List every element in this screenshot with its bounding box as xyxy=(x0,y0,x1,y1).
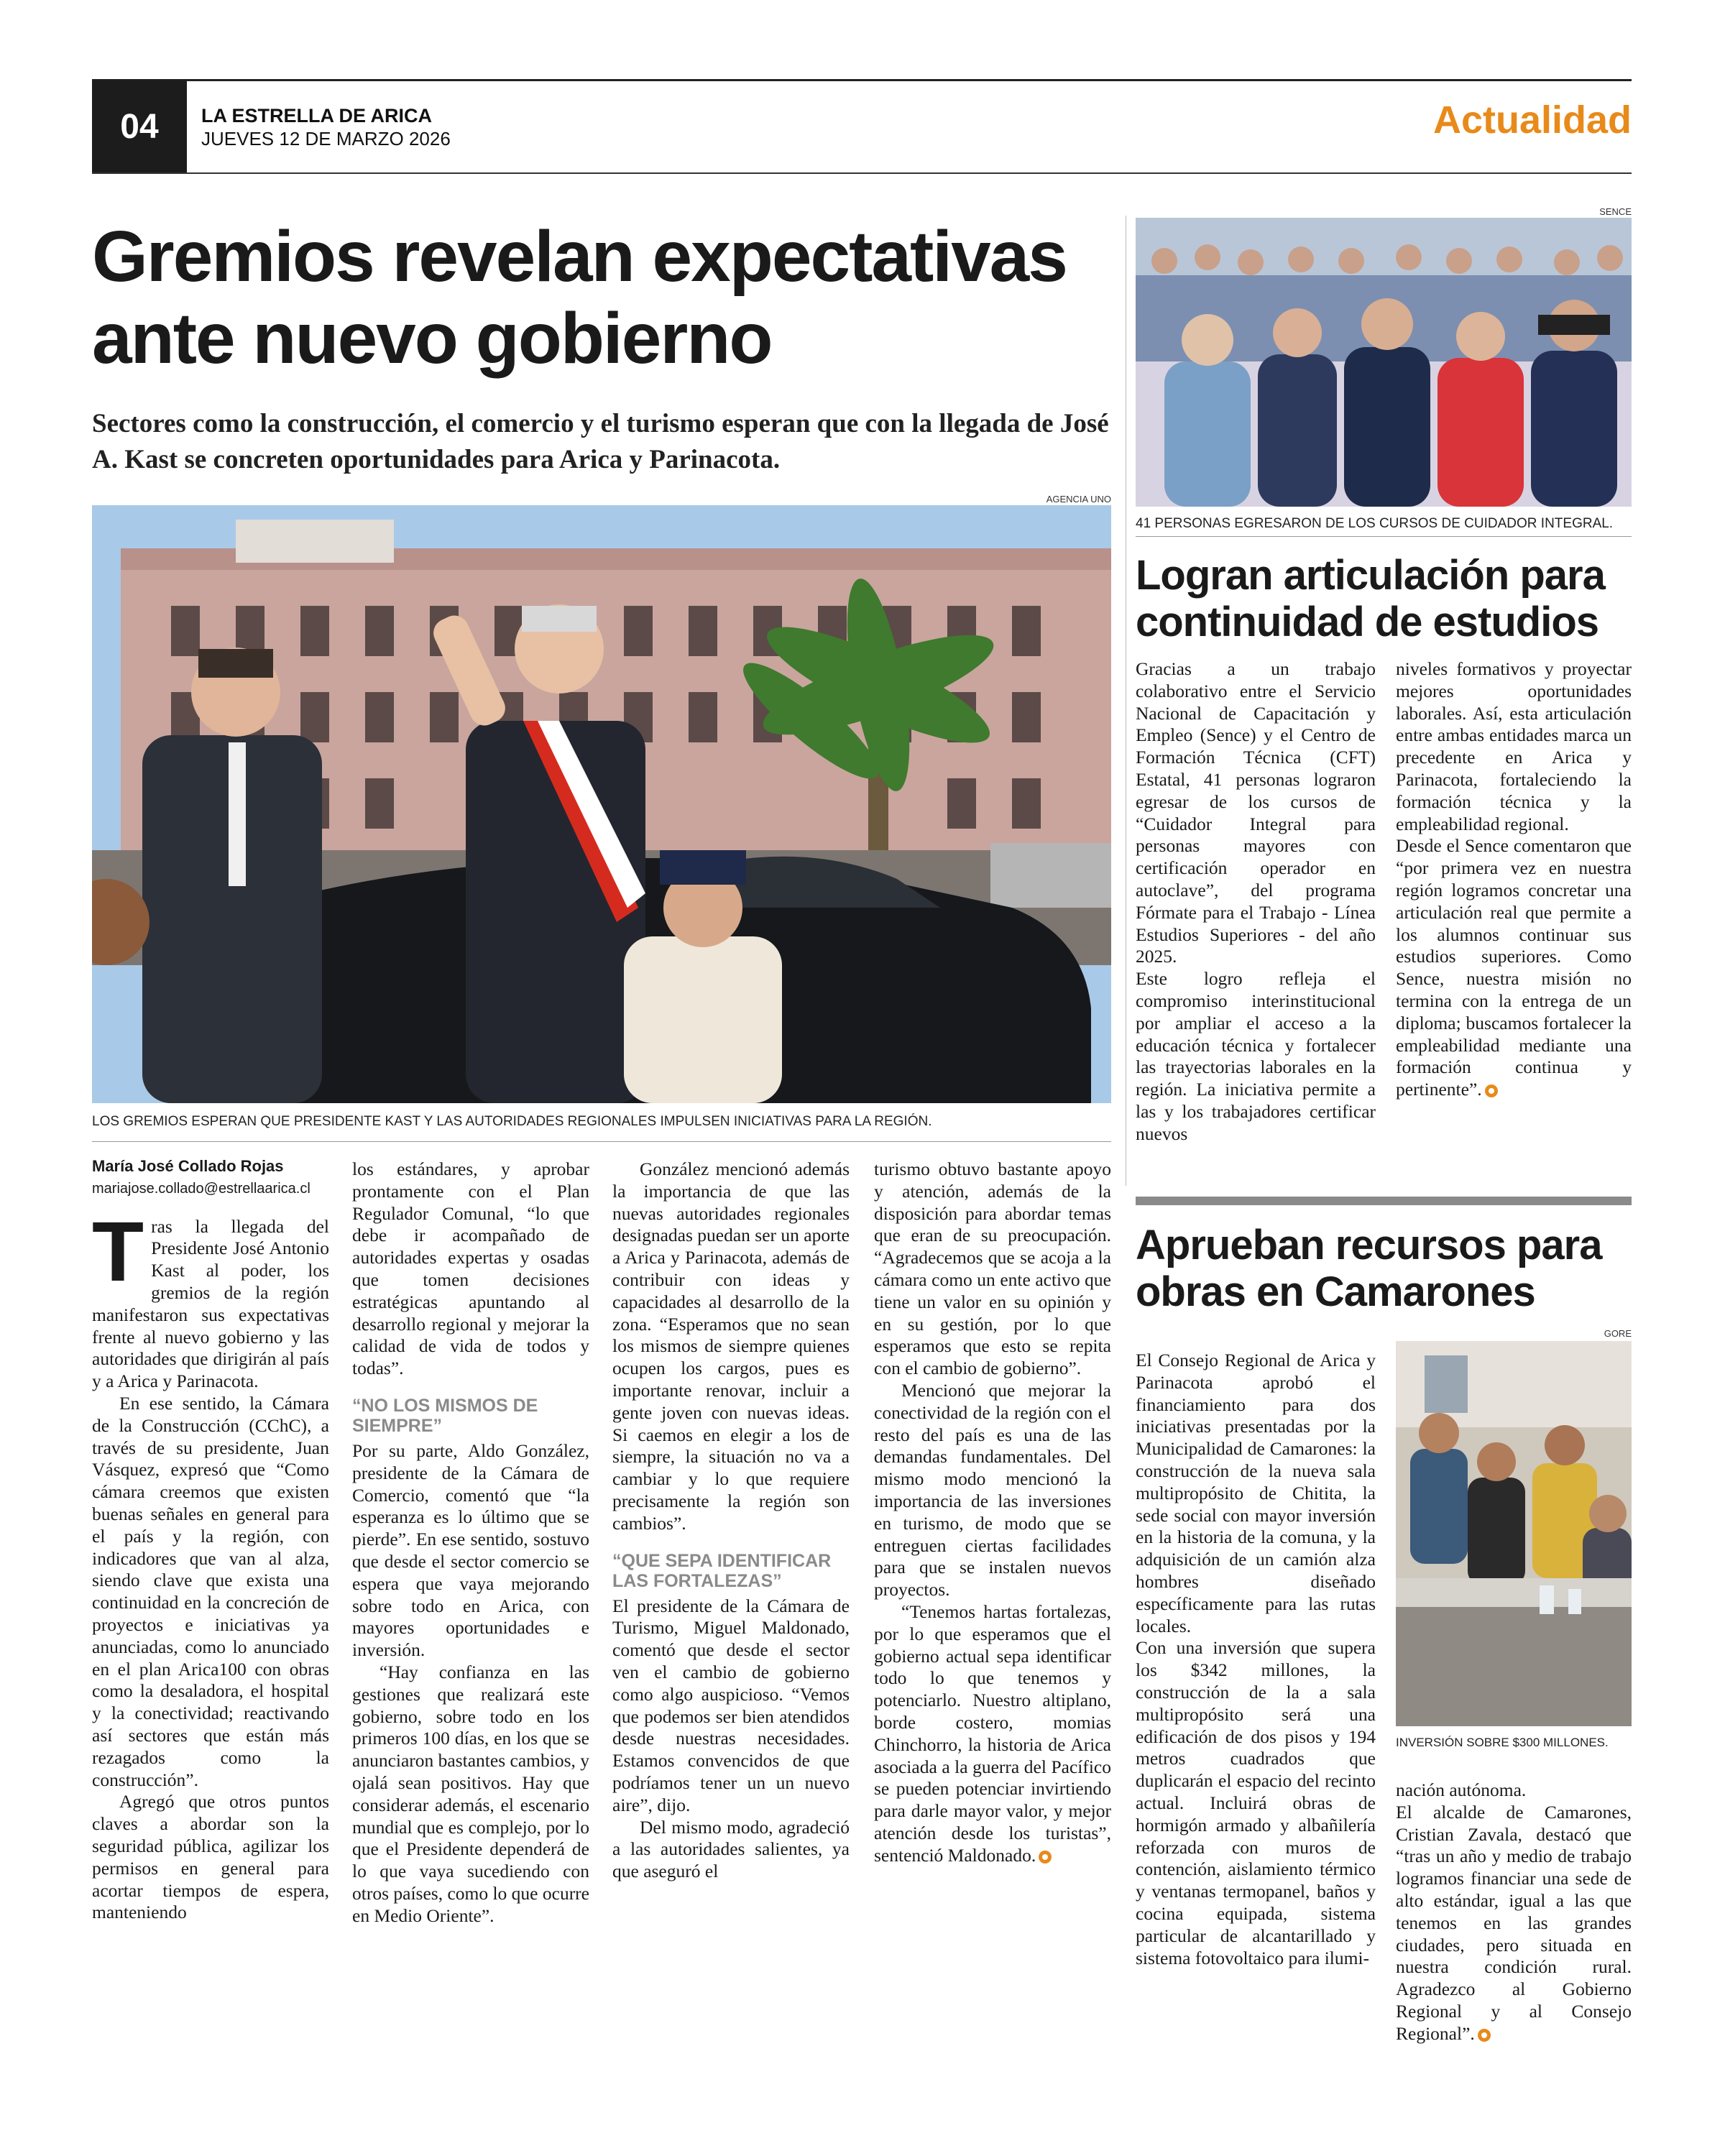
end-mark-icon xyxy=(1485,1084,1498,1097)
paragraph: los estándares, y aprobar prontamente con el Plan Regulador Comunal, “lo que debe ir acompañado de autoridades expertas y osadas que tomen decisiones estratégicas apuntando al desarrollo regional y mejorar la calidad de vida de todos y todas”. xyxy=(352,1158,589,1379)
main-photo xyxy=(92,505,1111,1103)
side2-headline: Aprueban recursos para obras en Camarones xyxy=(1136,1222,1602,1315)
main-column-4 xyxy=(874,1158,1111,1867)
paragraph: Este logro refleja el compromiso interinstitucional por ampliar el acceso a la educación técnica y fortalecer las trayectorias laborales en la región. La iniciativa permite a las y los trabajadores certificar nuevos xyxy=(1136,968,1376,1144)
paragraph: turismo obtuvo bastante apoyo y atención, además de la disposición para abordar temas que eran de su preocupación. “Agradecemos que se acoja a la cámara como un ente activo que tiene un valor en su opinión y en su gestión, por lo que esperamos que esto se repita con el cambio de gobierno”. xyxy=(874,1158,1111,1379)
section-separator xyxy=(1136,1197,1632,1205)
end-mark-icon xyxy=(1478,2029,1491,2042)
paragraph: En ese sentido, la Cámara de la Construcción (CChC), a través de su presidente, Juan Vásquez, expresó que “Como cámara creemos que existen buenas señales en general para el país y la región, con indicadores que van al alza, siendo clave que exista una continuidad en la concreción de proyectos e iniciativas ya anunciadas, como lo anunciado en el plan Arica100 con obras como la desaladora, el hospital y la conectividad; reactivando así sectores que están más rezagados como la construcción”. xyxy=(92,1392,329,1790)
paragraph: Por su parte, Aldo González, presidente de la Cámara de Comercio, comentó que “la esperanza es lo último que se pierde”. En ese sentido, sostuvo que desde el sector comercio se espera que vaya mejorando sobre todo en Arica, con mayores oportunidades e inversión. xyxy=(352,1439,589,1661)
main-photo-credit: AGENCIA UNO xyxy=(1046,494,1111,505)
main-headline: Gremios revelan expectativas ante nuevo gobierno xyxy=(92,216,1067,379)
issue-date: JUEVES 12 DE MARZO 2026 xyxy=(201,128,451,149)
side1-column-1 xyxy=(1136,658,1376,1146)
author-email: mariajose.collado@estrellaarica.cl xyxy=(92,1180,310,1197)
section-label: Actualidad xyxy=(1432,98,1632,142)
main-column-3 xyxy=(612,1158,850,1883)
main-photo-caption: LOS GREMIOS ESPERAN QUE PRESIDENTE KAST Y LAS AUTORIDADES REGIONALES IMPULSEN INICIATIVAS PARA LA REGIÓN. xyxy=(92,1114,932,1129)
main-column-1 xyxy=(92,1156,329,1924)
paragraph: “Tenemos hartas fortalezas, por lo que esperamos que el gobierno actual sepa identificar todo lo que tenemos y potenciarlo. Nuestro altiplano, borde costero, momias Chinchorro, la historia de Arica asociada a la guerra del Pacífico se pueden potenciar invirtiendo para darle mayor valor, y mejor atención desde los turistas”, sentenció Maldonado. xyxy=(874,1600,1111,1866)
side2-photo xyxy=(1396,1341,1632,1726)
author-name: María José Collado Rojas xyxy=(92,1157,284,1175)
paragraph: González mencionó además la importancia de que las nuevas autoridades regionales designadas puedan ser un aporte a Arica y Parinacota, además de contribuir con ideas y capacidades al desarrollo de la zona. “Esperamos que no sean los mismos de siempre quienes ocupen los cargos, pues es importante renovar, incluir a gente joven con nuevas ideas. Si caemos en elegir a los de siempre, la situación no va a cambiar y lo que requiere precisamente la región son cambios”. xyxy=(612,1158,850,1534)
side1-headline: Logran articulación para continuidad de estudios xyxy=(1136,552,1605,645)
side2-photo-credit: GORE xyxy=(1604,1328,1632,1339)
paragraph: El Consejo Regional de Arica y Parinacota aprobó el financiamiento para dos iniciativas presentadas por la Municipalidad de Camarones: la construcción de la nueva sala multipropósito de Chitita, la sede social con mayor inversión en la historia de la comuna, y la adquisición de un camión alza hombres diseñado específicamente para las rutas locales. xyxy=(1136,1350,1376,1636)
drop-cap: T xyxy=(92,1204,144,1299)
side2-column-1 xyxy=(1136,1350,1376,1969)
side1-photo-credit: SENCE xyxy=(1599,206,1632,217)
side1-photo xyxy=(1136,218,1632,507)
paragraph: ras la llegada del Presidente José Antonio Kast al poder, los gremios de la región manifestaron sus expectativas frente al nuevo gobierno y las autoridades que dirigirán al país y a Arica y Parinacota. xyxy=(92,1215,329,1392)
newspaper-name: LA ESTRELLA DE ARICA xyxy=(201,105,432,126)
paragraph: Gracias a un trabajo colaborativo entre el Servicio Nacional de Capacitación y Empleo (Sence) y el Centro de Formación Técnica (CFT) Estatal, 41 personas lograron egresar de los cursos de “Cuidador Integral para personas mayores con certificación operador en autoclave”, del programa Fórmate para el Trabajo - Línea Estudios Superiores - del año 2025. xyxy=(1136,658,1376,967)
main-deck: Sectores como la construcción, el comercio y el turismo esperan que con la llegada de José A. Kast se concreten oportunidades para Arica y Parinacota. xyxy=(92,409,1109,474)
paragraph: niveles formativos y proyectar mejores oportunidades laborales. Así, esta articulación entre ambas entidades marca un precedente en Arica y Parinacota, fortaleciendo la formación técnica y la empleabilidad regional. xyxy=(1396,658,1632,834)
end-mark-icon xyxy=(1039,1851,1052,1864)
main-column-2 xyxy=(352,1158,589,1927)
paragraph: nación autónoma. xyxy=(1396,1779,1527,1800)
paragraph: Del mismo modo, agradeció a las autoridades salientes, ya que aseguró el xyxy=(612,1816,850,1882)
paragraph: “Hay confianza en las gestiones que realizará este gobierno, sobre todo en los primeros 100 días, en los que se anunciaron bastantes cambios, y ojalá sean positivos. Hay que considerar además, el escenario mundial que es complejo, por lo que el Presidente dependerá de lo que vaya sucediendo con otros países, como lo que ocurre en Medio Oriente”. xyxy=(352,1661,589,1926)
caption-rule xyxy=(92,1141,1111,1142)
caption-rule xyxy=(1136,536,1632,537)
subhead: “QUE SEPA IDENTIFICAR LAS FORTALEZAS” xyxy=(612,1550,832,1591)
side2-column-2 xyxy=(1396,1779,1632,2045)
page-number: 04 xyxy=(92,80,187,172)
subhead: “NO LOS MISMOS DE SIEMPRE” xyxy=(352,1395,538,1436)
side1-photo-caption: 41 PERSONAS EGRESARON DE LOS CURSOS DE CUIDADOR INTEGRAL. xyxy=(1136,516,1614,531)
paragraph: Con una inversión que supera los $342 millones, la construcción de la a sala multipropósito será una edificación de dos pisos y 194 metros cuadrados que duplicarán el espacio del recinto actual. Incluirá obras de hormigón armado y albañilería reforzada con muros de contención, aislamiento térmico y ventanas termopanel, baños y cocina equipada, sistema particular de alcantarillado y sistema fotovoltaico para ilumi- xyxy=(1136,1637,1376,1968)
paragraph: El presidente de la Cámara de Turismo, Miguel Maldonado, comentó que desde el sector ven el cambio de gobierno como algo auspicioso. “Vemos que podemos ser bien atendidos desde nuestras necesidades. Estamos convencidos de que podríamos tener un un nuevo aire”, dijo. xyxy=(612,1595,850,1815)
header-top-rule xyxy=(92,79,1632,81)
paragraph: Desde el Sence comentaron que “por primera vez en nuestra región logramos concretar una articulación real que permite a los alumnos continuar sus estudios superiores. Como Sence, nuestra misión no termina con la entrega de un diploma; buscamos fortalecer la empleabilidad mediante una formación continua y pertinente”. xyxy=(1396,835,1632,1100)
paragraph: Mencionó que mejorar la conectividad de la región con el resto del país es una de las demandas fundamentales. Del mismo modo mencionó la importancia de las inversiones en turismo, de modo que se entreguen ciertas facilidades para que se instalen nuevos proyectos. xyxy=(874,1379,1111,1600)
side2-photo-caption: INVERSIÓN SOBRE $300 MILLONES. xyxy=(1396,1736,1609,1749)
paragraph: Agregó que otros puntos claves a abordar son la seguridad pública, agilizar los permisos en general para acortar tiempos de espera, manteniendo xyxy=(92,1791,329,1923)
side1-column-2 xyxy=(1396,658,1632,1101)
paragraph: El alcalde de Camarones, Cristian Zavala, destacó que “tras un año y medio de trabajo logramos financiar una sede de alto estándar, igual a las que tenemos en las grandes ciudades, pero situada en nuestra condición rural. Agradezco al Gobierno Regional y al Consejo Regional”. xyxy=(1396,1801,1632,2044)
header-bottom-rule xyxy=(92,172,1632,174)
